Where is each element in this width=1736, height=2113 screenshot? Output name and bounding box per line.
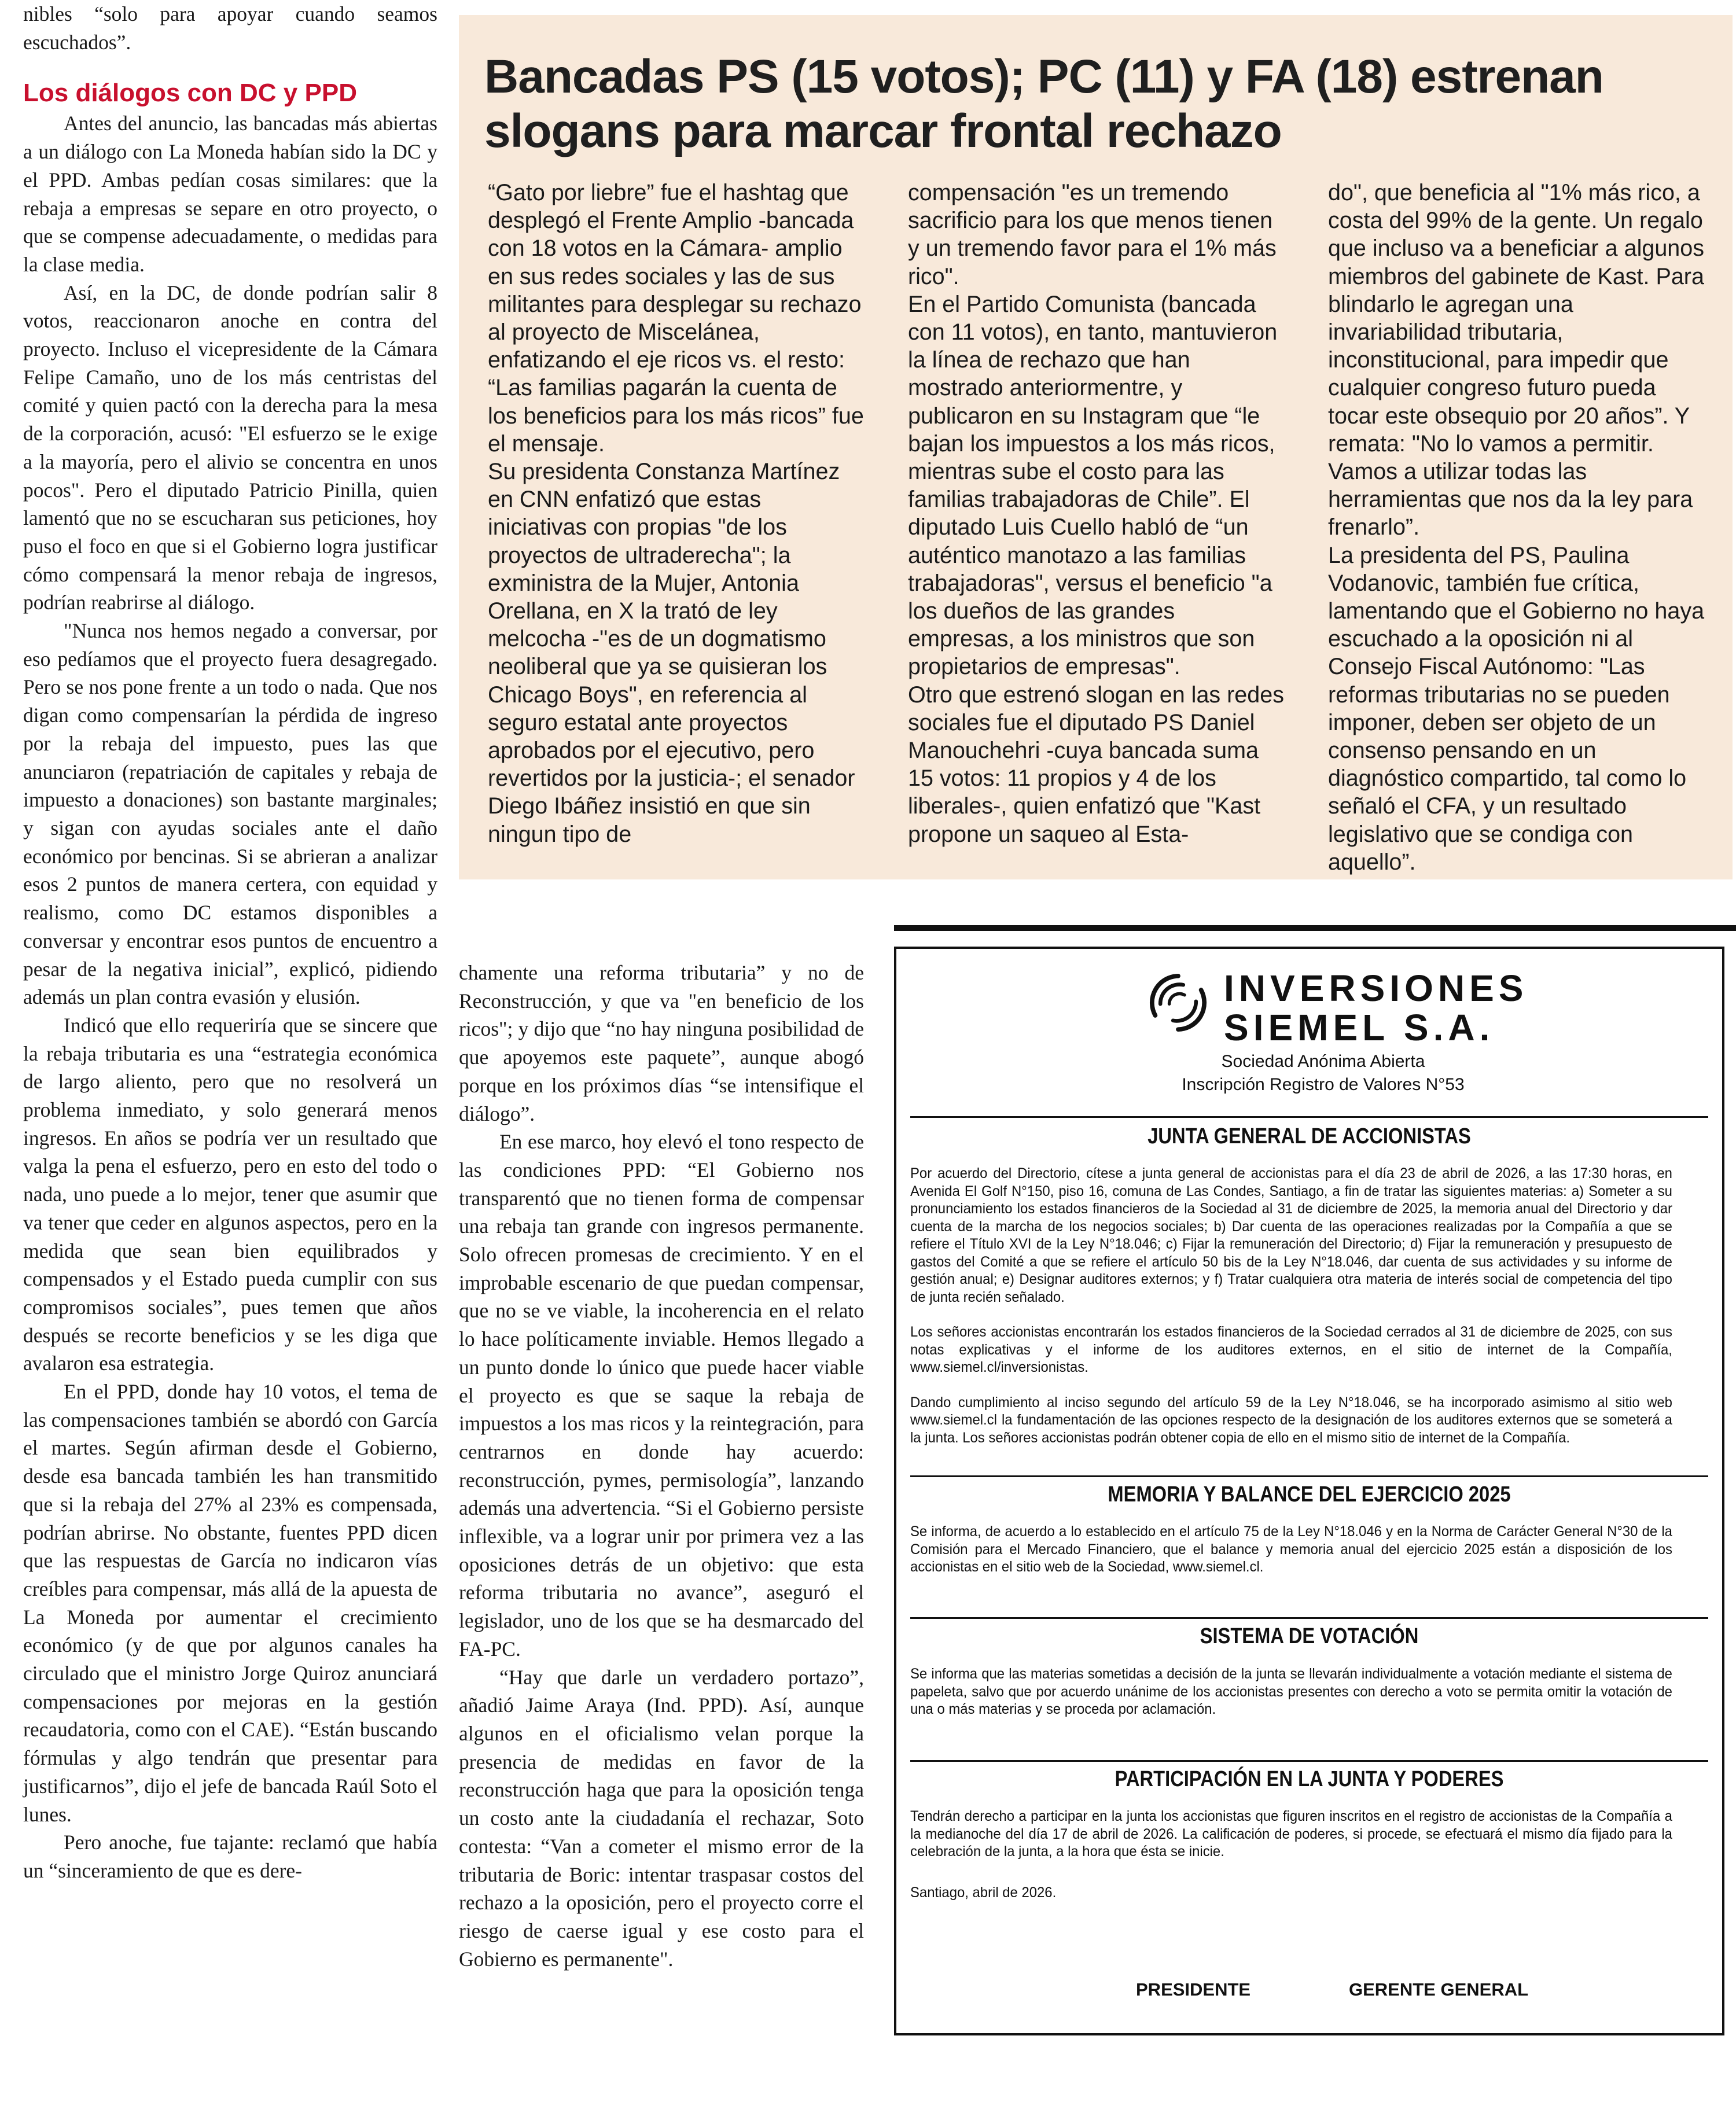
notice-top-rule [894,925,1736,931]
signature-general-manager: GERENTE GENERAL [1349,1979,1529,2000]
article-column-1 [23,0,437,1885]
sidebar-headline: Bancadas PS (15 votos); PC (11) y FA (18) estrenan slogans para marcar frontal rechazo [484,50,1603,157]
section-rule [910,1116,1708,1118]
section-title: SISTEMA DE VOTACIÓN [1200,1624,1419,1648]
sidebar-column-1 [488,179,865,848]
section-title: JUNTA GENERAL DE ACCIONISTAS [1147,1124,1471,1148]
sidebar-column-2 [908,179,1285,848]
article-paragraph: "Nunca nos hemos negado a conversar, por eso pedíamos que el proyecto fuera desagregado. Pero se nos pone frente a un todo o nada. Que nos digan como compensarían la pérdida de ingreso por la rebaja del impuesto, pues las que anunciaron (repatriación de capitales y rebaja de impuesto a donaciones) son bastante marginales; y sigan con ayudas sociales ante el daño económico por bencinas. Si se abrieran a analizar esos 2 puntos de manera certera, con equidad y realismo, como DC estamos disponibles a conversar y encontrar esos puntos de encuentro a pesar de la negativa inicial”, explicó, pidiendo además un plan contra evasión y elusión. [23,619,437,1009]
section-body [910,1665,1672,1736]
article-paragraph: Antes del anuncio, las bancadas más abiertas a un diálogo con La Moneda habían sido la DC y el PPD. Ambas pedían cosas similares: que la rebaja a empresas se separe en otro proyecto, o que se compense adecuadamente, o medidas para la clase media. [23,112,437,276]
article-subheading: Los diálogos con DC y PPD [23,79,357,108]
company-registry: Inscripción Registro de Valores N°53 [1182,1075,1465,1094]
sidebar-paragraph: Su presidenta Constanza Martínez en CNN enfatizó que estas iniciativas con propias "de los proyectos de ultraderecha"; la exministra de la Mujer, Antonia Orellana, en X la trató de ley melcocha -"es de un dogmatismo neoliberal que ya se quisieran los Chicago Boys", en referencia al seguro estatal ante proyectos aprobados por el ejecutivo, pero revertidos por la justicia-; el senador Diego Ibáñez insistió en que sin ningun tipo de [488,459,855,847]
sidebar-paragraph: La presidenta del PS, Paulina Vodanovic, también fue crítica, lamentando que el Gobierno no haya escuchado a la oposición ni al Consejo Fiscal Autónomo: "Las reformas tributarias no se pueden imponer, deben ser objeto de un consenso pensando en un diagnóstico compartido, tal como lo señaló el CFA, y un resultado legislativo que se condiga con aquello”. [1328,542,1705,875]
siemel-swirl-logo-icon [1146,971,1210,1035]
company-name-line-2: SIEMEL S.A. [1224,1007,1495,1048]
sidebar-paragraph: “Gato por liebre” fue el hashtag que desplegó el Frente Amplio -bancada con 18 votos en la Cámara- amplio en sus redes sociales y las de sus militantes para desplegar su rechazo al proyecto de Miscelánea, enfatizando el eje ricos vs. el resto: “Las familias pagarán la cuenta de los beneficios para los más ricos” fue el mensaje. [488,180,864,457]
notice-paragraph: Se informa que las materias sometidas a decisión de la junta se llevarán individualmente a votación mediante el sistema de papeleta, salvo que por acuerdo unánime de los accionistas presentes con derecho a voto se permita omitir la votación de una o más materias y se proceda por aclamación. [910,1666,1672,1717]
notice-paragraph: Los señores accionistas encontrarán los estados financieros de la Sociedad cerrados al 31 de diciembre de 2025, con sus notas explicativas y el informe de los auditores externos, en el sitio de internet de la Compañía, www.siemel.cl/inversionistas. [910,1324,1672,1375]
shareholders-notice [894,947,1724,2035]
article-paragraph: En el PPD, donde hay 10 votos, el tema de las compensaciones también se abordó con García el martes. Según afirman desde el Gobierno, desde esa bancada también les han transmitido que si la rebaja del 27% al 23% es compensada, podrían abrirse. No obstante, fuentes PPD dicen que las respuestas de García no indicaron vías creíbles para compensar, más allá de la apuesta de La Moneda por aumentar el crecimiento económico (y de que por algunos canales ha circulado que el ministro Jorge Quiroz anunciará compensaciones por mejoras en la gestión recaudatoria, como con el CAE). “Están buscando fórmulas y algo tendrán que presentar para justificarnos”, dijo el jefe de bancada Raúl Soto el lunes. [23,1380,437,1826]
article-column-2 [459,959,864,1973]
article-paragraph: “Hay que darle un verdadero portazo”, añadió Jaime Araya (Ind. PPD). Así, aunque algunos en el oficialismo velan porque la presencia de medidas en favor de la reconstrucción haga que para la oposición tenga un costo ante la ciudadanía el rechazar, Soto contesta: “Van a cometer el mismo error de la tributaria de Boric: intentar traspasar costos del rechazo a la oposición, pero el proyecto corre el riesgo de caerse igual y ese costo para el Gobierno es permanente". [459,1665,864,1971]
notice-place-date: Santiago, abril de 2026. [910,1884,1057,1901]
sidebar-paragraph: compensación "es un tremendo sacrificio para los que menos tienen y un tremendo favor para el 1% más rico". [908,180,1277,289]
section-body [910,1808,1672,1919]
sidebar-paragraph: Otro que estrenó slogan en las redes sociales fue el diputado PS Daniel Manouchehri -cuya bancada suma 15 votos: 11 propios y 4 de los liberales-, quien enfatizó que "Kast propone un saqueo al Esta- [908,682,1284,847]
article-paragraph: chamente una reforma tributaria” y no de Reconstrucción, y que va "en beneficio de los ricos"; y dijo que “no hay ninguna posibilidad de que apoyemos este paquete”, aunque abogó porque en los próximos días “se intensifique el diálogo”. [459,961,864,1125]
company-type: Sociedad Anónima Abierta [1221,1052,1425,1071]
notice-paragraph: Por acuerdo del Directorio, cítese a junta general de accionistas para el día 23 de abril de 2026, a las 17:30 horas, en Avenida El Golf N°150, piso 16, comuna de Las Condes, Santiago, a fin de tratar las siguientes materias: a) Someter a su pronunciamiento los estados financieros de la Sociedad al 31 de diciembre de 2025, la memoria anual del Directorio y dar cuenta de la marcha de los negocios sociales; b) Dar cuenta de las operaciones realizadas por la Compañía a que se refiere el Título XVI de la Ley N°18.046; c) Fijar la remuneración del Directorio; d) Fijar la remuneración y presupuesto de gastos del Comité a que se refiere el artículo 50 bis de la Ley N°18.046, dar cuenta de sus actividades y su informe de gestión anual; e) Designar auditores externos; y f) Tratar cualquiera otra materia de interés social de competencia del tipo de junta recién señalado. [910,1165,1672,1305]
company-name [1224,969,1528,1047]
section-body [910,1523,1672,1593]
section-rule [910,1617,1708,1619]
section-rule [910,1760,1708,1762]
article-paragraph: Indicó que ello requeriría que se sincere que la rebaja tributaria es una “estrategia económica de largo aliento, pero que no resolverá un problema inmediato, y solo generará menos ingresos. En años se podría ver un resultado que valga la pena el esfuerzo, pero en esto del todo o nada, uno puede a lo mejor, tener que asumir que va tener que ceder en algunos aspectos, pero en la medida que sean bien equilibrados y compensados y el Estado pueda cumplir con sus compromisos sociales”, pues temen que años después se recorte beneficios y se les diga que avalaron esa estrategia. [23,1013,437,1375]
notice-paragraph: Tendrán derecho a participar en la junta los accionistas que figuren inscritos en el registro de accionistas de la Compañía a la medianoche del día 17 de abril de 2026. La calificación de poderes, si procede, se efectuará el mismo día fijado para la celebración de la junta, a la hora que ésta se inicie. [910,1808,1672,1860]
section-rule [910,1475,1708,1477]
sidebar-paragraph: En el Partido Comunista (bancada con 11 votos), en tanto, mantuvieron la línea de rechazo que han mostrado anteriormentre, y publicaron en su Instagram que “le bajan los impuestos a los más ricos, mientras sube el costo para las familias trabajadoras de Chile”. El diputado Luis Cuello habló de “un auténtico manotazo a las familias trabajadoras", versus el beneficio "a los dueños de las grandes empresas, a los ministros que son propietarios de empresas". [908,291,1278,680]
article-paragraph: En ese marco, hoy elevó el tono respecto de las condiciones PPD: “El Gobierno nos transparentó que no tienen forma de compensar una rebaja tan grande con ingresos permanente. Solo ofrecen promesas de crecimiento. Y en el improbable escenario de que puedan compensar, que no se ve viable, la incoherencia en el relato lo hace políticamente inviable. Hemos llegado a un punto donde lo único que puede hacer viable el proyecto es que se saque la rebaja de impuestos a los mas ricos y la reintegración, para centrarnos en donde hay acuerdo: reconstrucción, pymes, permisología”, lanzando además una advertencia. “Si el Gobierno persiste inflexible, va a lograr unir por primera vez a las oposiciones detrás de un objetivo: que esta reforma tributaria no avance”, aseguró el legislador, uno de los que se ha desmarcado del FA-PC. [459,1130,864,1661]
article-paragraph: Pero anoche, fue tajante: reclamó que había un “sinceramiento de que es dere- [23,1831,437,1882]
sidebar-box [459,15,1733,879]
sidebar-column-3 [1328,179,1705,876]
company-name-line-1: INVERSIONES [1224,967,1528,1009]
section-title: PARTICIPACIÓN EN LA JUNTA Y PODERES [1115,1767,1504,1791]
section-body [910,1165,1672,1464]
section-title: MEMORIA Y BALANCE DEL EJERCICIO 2025 [1108,1482,1511,1507]
notice-paragraph: Dando cumplimiento al inciso segundo del artículo 59 de la Ley N°18.046, se ha incorporado asimismo al sitio web www.siemel.cl la fundamentación de las opciones respecto de la designación de los auditores externos que se someterá a la junta. Los señores accionistas podrán obtener copia de ello en el mismo sitio de internet de la Compañía. [910,1394,1672,1446]
article-paragraph: nibles “solo para apoyar cuando seamos escuchados”. [23,2,437,54]
signature-president: PRESIDENTE [1136,1979,1251,2000]
article-paragraph: Así, en la DC, de donde podrían salir 8 votos, reaccionaron anoche en contra del proyecto. Incluso el vicepresidente de la Cámara Felipe Camaño, uno de los más centristas del comité y quien pactó con la derecha para la mesa de la corporación, acusó: "El esfuerzo se le exige a la mayoría, pero el alivio se concentra en unos pocos". Pero el diputado Patricio Pinilla, quien lamentó que no se escucharan sus peticiones, hoy puso el foco en que si el Gobierno logra justificar cómo compensará la menor rebaja de ingresos, podrían reabrirse al diálogo. [23,281,437,614]
sidebar-paragraph: do", que beneficia al "1% más rico, a costa del 99% de la gente. Un regalo que incluso va a beneficiar a algunos miembros del gabinete de Kast. Para blindarlo le agregan una invariabilidad tributaria, inconstitucional, para impedir que cualquier congreso futuro pueda tocar este obsequio por 20 años”. Y remata: "No lo vamos a permitir. Vamos a utilizar todas las herramientas que nos da la ley para frenarlo”. [1328,180,1704,540]
notice-paragraph: Se informa, de acuerdo a lo establecido en el artículo 75 de la Ley N°18.046 y en la Norma de Carácter General N°30 de la Comisión para el Mercado Financiero, que el balance y memoria anual del ejercicio 2025 están a disposición de los accionistas en el sitio web de la Sociedad, www.siemel.cl. [910,1523,1672,1575]
